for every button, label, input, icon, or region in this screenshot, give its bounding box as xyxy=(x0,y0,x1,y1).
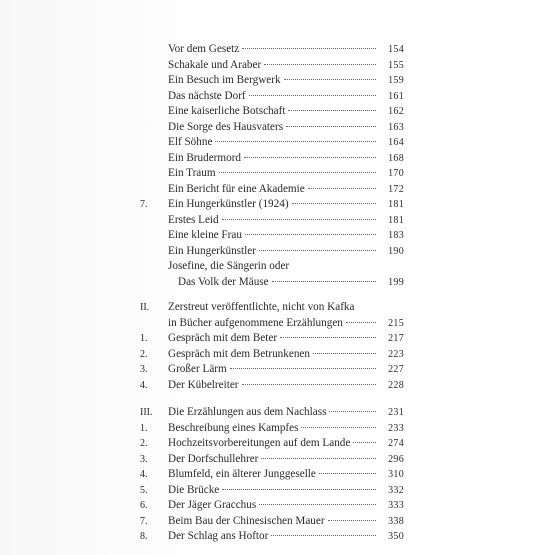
dot-leader xyxy=(292,203,376,204)
entry-number: 7. xyxy=(140,515,148,527)
entry-title: Vor dem Gesetz xyxy=(168,43,240,55)
toc-entry[interactable] xyxy=(140,436,404,452)
dot-leader xyxy=(353,442,376,443)
entry-title: Das nächste Dorf xyxy=(168,89,246,102)
page-number: 231 xyxy=(388,407,404,418)
toc-entry[interactable] xyxy=(140,213,404,229)
toc-entry[interactable] xyxy=(140,197,404,213)
dot-leader xyxy=(215,141,376,142)
dot-leader xyxy=(261,458,376,459)
entry-number: III. xyxy=(140,407,153,418)
dot-leader xyxy=(286,126,376,127)
toc-entry[interactable] xyxy=(140,421,404,437)
toc-entry[interactable] xyxy=(140,483,404,499)
toc-entry[interactable] xyxy=(140,362,404,378)
dot-leader xyxy=(284,79,376,80)
page-number: 228 xyxy=(388,379,404,391)
table-of-contents xyxy=(140,42,404,545)
entry-title: Die Sorge des Hausvaters xyxy=(168,120,284,133)
dot-leader xyxy=(308,188,376,189)
page-number: 183 xyxy=(388,230,404,241)
toc-entry[interactable] xyxy=(140,73,404,89)
toc-entry[interactable] xyxy=(140,259,404,275)
entry-number: 7. xyxy=(140,199,148,210)
toc-entry[interactable] xyxy=(140,135,404,151)
page-number: 333 xyxy=(388,500,404,511)
toc-entry[interactable] xyxy=(140,120,404,136)
page-number: 223 xyxy=(388,348,404,360)
entry-number: 1. xyxy=(140,333,148,344)
dot-leader xyxy=(242,48,376,49)
page-number: 296 xyxy=(388,453,404,465)
entry-title: Der Schlag ans Hoftor xyxy=(168,530,269,542)
dot-leader xyxy=(329,411,376,412)
toc-entry[interactable] xyxy=(140,331,404,347)
entry-title: Ein Besuch im Bergwerk xyxy=(168,74,281,86)
dot-leader xyxy=(230,368,376,369)
entry-number: 3. xyxy=(140,453,148,465)
entry-title: Gespräch mit dem Betrunkenen xyxy=(168,347,310,360)
dot-leader xyxy=(328,520,376,521)
page-number: 233 xyxy=(388,422,404,434)
entry-number: II. xyxy=(140,302,150,313)
page-number: 170 xyxy=(388,168,404,179)
section-heading-continued[interactable] xyxy=(140,316,404,332)
toc-entry[interactable] xyxy=(140,529,404,545)
entry-title: Elf Söhne xyxy=(168,136,213,148)
dot-leader xyxy=(264,64,376,65)
dot-leader xyxy=(222,219,376,220)
section-spacer xyxy=(140,290,404,300)
entry-number: 2. xyxy=(140,348,148,360)
entry-number: 8. xyxy=(140,531,148,542)
entry-number: 3. xyxy=(140,364,148,375)
entry-title: Beim Bau der Chinesischen Mauer xyxy=(168,514,325,527)
entry-title: Hochzeitsvorbereitungen auf dem Lande xyxy=(168,437,351,449)
dot-leader xyxy=(222,489,376,490)
dot-leader xyxy=(242,384,376,385)
section-spacer xyxy=(140,393,404,405)
entry-number: 5. xyxy=(140,484,148,496)
page-number: 217 xyxy=(388,333,404,344)
dot-leader xyxy=(301,427,376,428)
entry-title: Schakale und Araber xyxy=(168,58,262,71)
entry-title: Das Volk der Mäuse xyxy=(178,275,269,288)
dot-leader xyxy=(319,473,376,474)
section-heading[interactable] xyxy=(140,300,404,316)
page-number: 274 xyxy=(388,438,404,449)
toc-entry[interactable] xyxy=(140,58,404,74)
toc-entry[interactable] xyxy=(140,151,404,167)
entry-number: 4. xyxy=(140,469,148,480)
toc-entry[interactable] xyxy=(140,89,404,105)
entry-number: 2. xyxy=(140,438,148,449)
entry-title: in Bücher aufgenommene Erzählungen xyxy=(168,316,343,329)
toc-entry[interactable] xyxy=(140,452,404,468)
dot-leader xyxy=(280,337,376,338)
dot-leader xyxy=(259,504,376,505)
dot-leader xyxy=(288,110,376,111)
dot-leader xyxy=(271,535,376,536)
entry-title: Großer Lärm xyxy=(168,363,227,375)
page-number: 155 xyxy=(388,59,404,71)
toc-entry[interactable] xyxy=(140,498,404,514)
dot-leader xyxy=(259,250,376,251)
entry-title: Der Jäger Gracchus xyxy=(168,499,257,511)
toc-entry[interactable] xyxy=(140,514,404,530)
dot-leader xyxy=(249,95,376,96)
entry-title: Eine kaiserliche Botschaft xyxy=(168,105,286,117)
dot-leader xyxy=(346,322,376,323)
page-number: 181 xyxy=(388,214,404,226)
dot-leader xyxy=(244,157,376,158)
page-number: 190 xyxy=(388,245,404,257)
dot-leader xyxy=(219,172,376,173)
toc-entry[interactable] xyxy=(140,42,404,58)
toc-entry[interactable] xyxy=(140,104,404,120)
toc-entry[interactable] xyxy=(140,244,404,260)
entry-title: Ein Bericht für eine Akademie xyxy=(168,182,305,195)
entry-title: Der Dorfschullehrer xyxy=(168,452,259,465)
page-number: 338 xyxy=(388,515,404,527)
entry-title: Eine kleine Frau xyxy=(168,229,242,241)
entry-title: Beschreibung eines Kampfes xyxy=(168,421,299,434)
page-number: 162 xyxy=(388,106,404,117)
page-number: 164 xyxy=(388,137,404,148)
entry-number: 6. xyxy=(140,500,148,511)
page-number: 163 xyxy=(388,121,404,133)
page-number: 310 xyxy=(388,469,404,480)
section-heading[interactable] xyxy=(140,405,404,421)
toc-entry[interactable] xyxy=(140,182,404,198)
entry-title: Der Kübelreiter xyxy=(168,378,239,391)
entry-title: Ein Hungerkünstler xyxy=(168,244,256,257)
entry-title: Gespräch mit dem Beter xyxy=(168,332,278,344)
page-number: 159 xyxy=(388,75,404,86)
entry-title: Die Erzählungen aus dem Nachlass xyxy=(168,406,327,418)
toc-entry[interactable] xyxy=(140,166,404,182)
entry-title: Blumfeld, ein älterer Junggeselle xyxy=(168,468,316,480)
dot-leader xyxy=(272,281,376,282)
page-number: 168 xyxy=(388,152,404,164)
entry-number: 1. xyxy=(140,422,148,434)
entry-number: 4. xyxy=(140,379,148,391)
dot-leader xyxy=(245,234,376,235)
page-number: 332 xyxy=(388,484,404,496)
page-number: 215 xyxy=(388,317,404,329)
entry-title: Ein Traum xyxy=(168,167,216,179)
entry-title: Josefine, die Sängerin oder xyxy=(168,260,290,272)
page-number: 227 xyxy=(388,364,404,375)
toc-entry[interactable] xyxy=(140,467,404,483)
entry-title: Ein Brudermord xyxy=(168,151,242,164)
page-number: 199 xyxy=(388,276,404,288)
toc-entry[interactable] xyxy=(140,347,404,363)
page-number: 154 xyxy=(388,44,404,55)
page-number: 350 xyxy=(388,531,404,542)
toc-entry[interactable] xyxy=(140,228,404,244)
page-number: 161 xyxy=(388,90,404,102)
toc-entry[interactable] xyxy=(140,378,404,394)
toc-entry-continued[interactable] xyxy=(140,275,404,291)
entry-title: Erstes Leid xyxy=(168,213,219,226)
entry-title: Zerstreut veröffentlichte, nicht von Kafka xyxy=(168,301,355,313)
entry-title: Die Brücke xyxy=(168,483,220,496)
dot-leader xyxy=(313,353,376,354)
page-number: 181 xyxy=(388,199,404,210)
page-number: 172 xyxy=(388,183,404,195)
entry-title: Ein Hungerkünstler (1924) xyxy=(168,198,289,210)
